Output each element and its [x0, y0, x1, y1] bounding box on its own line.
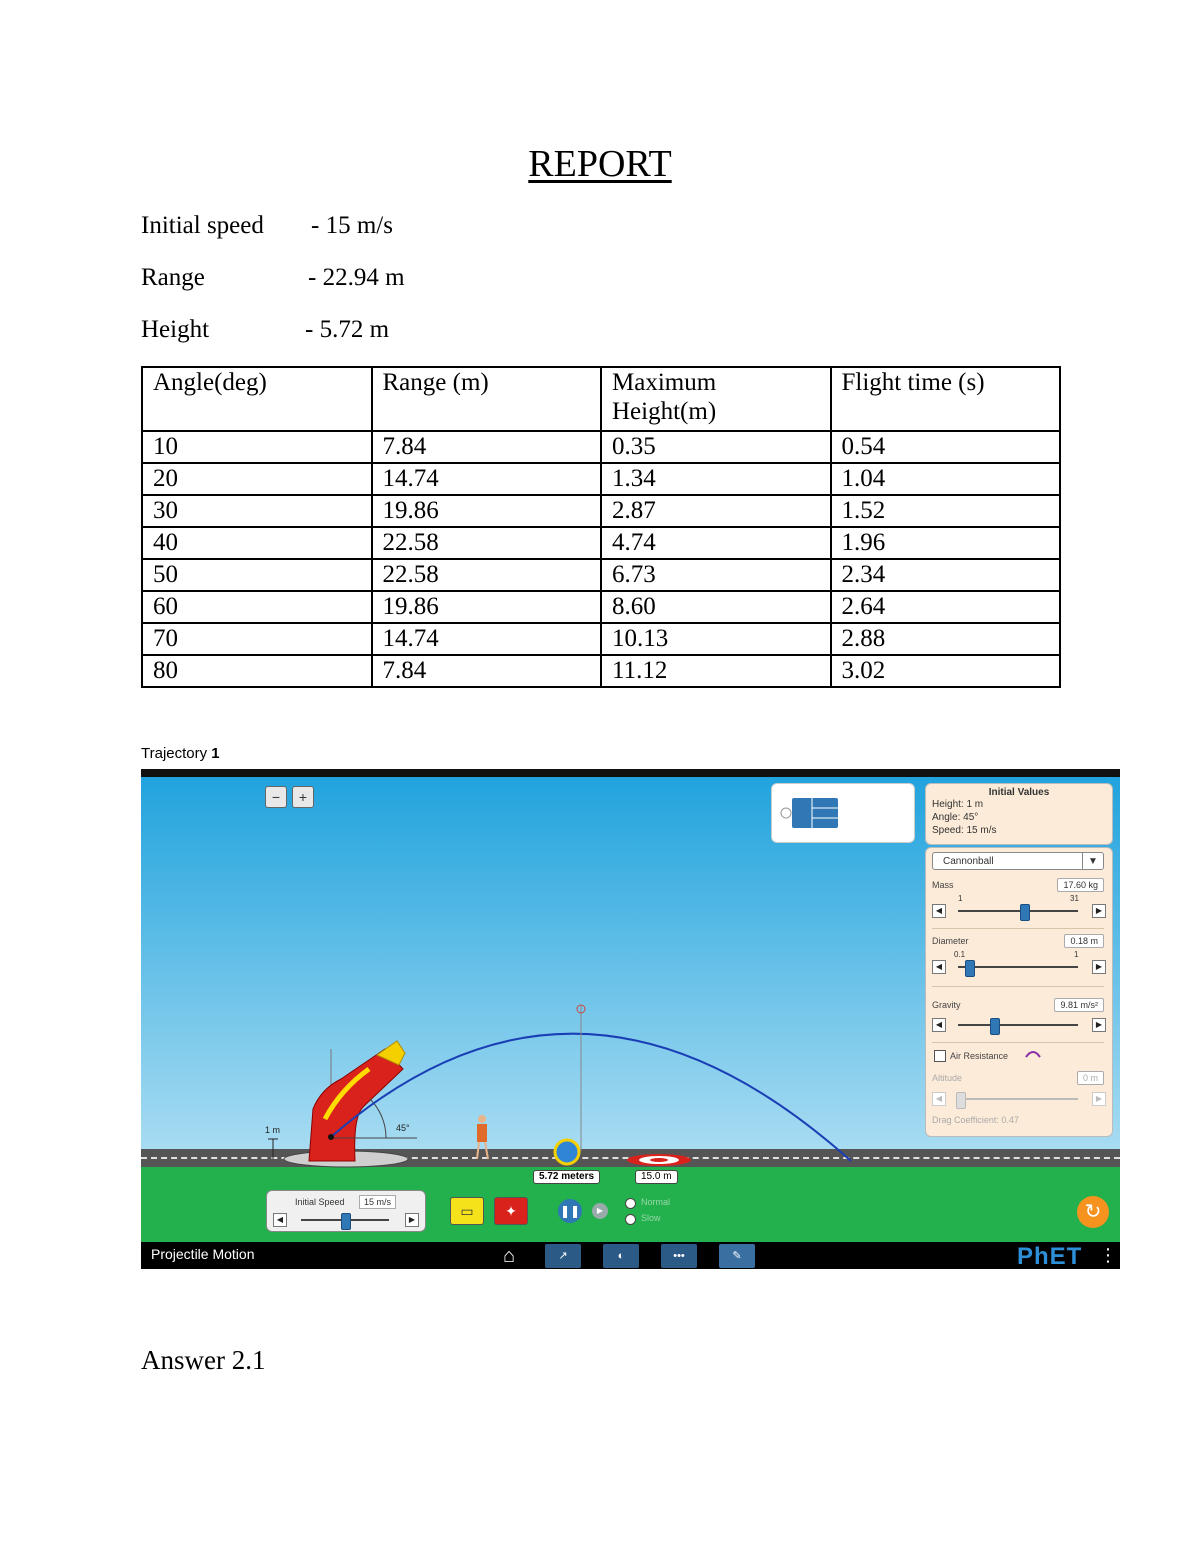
initial-speed-value: 15 m/s — [359, 1195, 396, 1209]
info-height: Height - 5.72 m — [141, 316, 390, 343]
altitude-slider[interactable] — [958, 1098, 1078, 1100]
eraser-button[interactable]: ▭ — [450, 1197, 484, 1225]
gravity-label: Gravity — [932, 1000, 961, 1010]
altitude-value: 0 m — [1077, 1071, 1104, 1085]
normal-speed-radio[interactable] — [625, 1198, 636, 1209]
diameter-value: 0.18 m — [1064, 934, 1104, 948]
speed-slider-thumb[interactable] — [341, 1213, 351, 1230]
fire-button[interactable]: ✦ — [494, 1197, 528, 1225]
table-cell: 40 — [142, 527, 372, 559]
divider — [932, 928, 1104, 929]
initial-height: Height: 1 m — [932, 799, 984, 810]
projectile-properties-panel — [925, 847, 1113, 1137]
tape-measure — [555, 1140, 579, 1164]
mass-label: Mass — [932, 880, 954, 890]
mass-slider-thumb[interactable] — [1020, 904, 1030, 921]
table-cell: 8.60 — [601, 591, 831, 623]
gravity-slider-thumb[interactable] — [990, 1018, 1000, 1035]
projectile-select[interactable]: Cannonball ▼ — [932, 852, 1104, 870]
table-cell: 2.88 — [831, 623, 1061, 655]
header-range: Range (m) — [372, 367, 602, 431]
mass-slider[interactable] — [958, 910, 1078, 912]
gravity-decrease-button[interactable]: ◀ — [932, 1018, 946, 1032]
mass-decrease-button[interactable]: ◀ — [932, 904, 946, 918]
diameter-slider-thumb[interactable] — [965, 960, 975, 977]
slow-speed-label: Slow — [641, 1213, 661, 1223]
table-cell: 1.34 — [601, 463, 831, 495]
diameter-slider[interactable] — [958, 966, 1078, 968]
speed-decrease-button[interactable]: ◀ — [273, 1213, 287, 1227]
table-cell: 1.96 — [831, 527, 1061, 559]
initial-speed: Speed: 15 m/s — [932, 825, 997, 836]
table-cell: 20 — [142, 463, 372, 495]
table-cell: 7.84 — [372, 655, 602, 687]
divider — [932, 1042, 1104, 1043]
app-title: Projectile Motion — [151, 1246, 255, 1262]
chevron-down-icon: ▼ — [1082, 853, 1103, 869]
air-resistance-checkbox[interactable] — [934, 1050, 946, 1062]
gravity-slider[interactable] — [958, 1024, 1078, 1026]
info-initial-speed: Initial speed - 15 m/s — [141, 212, 393, 239]
slow-speed-radio[interactable] — [625, 1214, 636, 1225]
table-cell: 1.04 — [831, 463, 1061, 495]
table-row — [142, 591, 1060, 623]
drag-screen-icon[interactable]: ••• — [661, 1244, 697, 1268]
altitude-label: Altitude — [932, 1073, 963, 1083]
table-cell: 22.58 — [372, 559, 602, 591]
altitude-decrease-button[interactable]: ◀ — [932, 1092, 946, 1106]
table-cell: 6.73 — [601, 559, 831, 591]
table-cell: 14.74 — [372, 463, 602, 495]
table-cell: 10.13 — [601, 623, 831, 655]
initial-values-panel — [925, 783, 1113, 845]
table-cell: 0.54 — [831, 431, 1061, 463]
menu-icon[interactable]: ⋮ — [1099, 1245, 1117, 1265]
cannon-body — [309, 1049, 403, 1161]
table-cell: 14.74 — [372, 623, 602, 655]
mass-max: 31 — [1070, 894, 1079, 903]
table-cell: 1.52 — [831, 495, 1061, 527]
initial-angle: Angle: 45° — [932, 812, 979, 823]
table-cell: 80 — [142, 655, 372, 687]
intro-screen-icon[interactable]: ↗ — [545, 1244, 581, 1268]
header-angle: Angle(deg) — [142, 367, 372, 431]
mass-min: 1 — [958, 894, 963, 903]
normal-speed-label: Normal — [641, 1197, 671, 1207]
initial-speed-control — [266, 1190, 426, 1232]
air-resistance-label: Air Resistance — [950, 1051, 1009, 1061]
report-title: REPORT — [528, 143, 672, 185]
table-cell: 60 — [142, 591, 372, 623]
header-flight-time: Flight time (s) — [831, 367, 1061, 431]
gravity-increase-button[interactable]: ▶ — [1092, 1018, 1106, 1032]
speed-increase-button[interactable]: ▶ — [405, 1213, 419, 1227]
table-cell: 30 — [142, 495, 372, 527]
table-cell: 4.74 — [601, 527, 831, 559]
launch-point — [328, 1134, 334, 1140]
table-row — [142, 527, 1060, 559]
table-cell: 19.86 — [372, 495, 602, 527]
table-cell: 22.58 — [372, 527, 602, 559]
air-resistance-icon — [1024, 1049, 1042, 1059]
table-row — [142, 495, 1060, 527]
table-row — [142, 431, 1060, 463]
table-cell: 50 — [142, 559, 372, 591]
zoom-out-button[interactable]: − — [265, 786, 287, 808]
table-cell: 0.35 — [601, 431, 831, 463]
home-icon[interactable]: ⌂ — [503, 1245, 516, 1267]
gravity-value: 9.81 m/s² — [1054, 998, 1104, 1012]
table-cell: 2.87 — [601, 495, 831, 527]
drag-coefficient-label: Drag Coefficient: 0.47 — [932, 1115, 1019, 1125]
zoom-in-button[interactable]: + — [292, 786, 314, 808]
table-cell: 10 — [142, 431, 372, 463]
step-button[interactable]: ▶ — [592, 1203, 608, 1219]
altitude-slider-thumb[interactable] — [956, 1092, 966, 1109]
figure-caption: Trajectory 1 — [141, 745, 220, 762]
trajectory-path — [331, 1034, 851, 1161]
diameter-min: 0.1 — [954, 950, 966, 959]
cannon-angle-label: 45° — [396, 1123, 410, 1133]
table-cell: 19.86 — [372, 591, 602, 623]
table-cell: 70 — [142, 623, 372, 655]
table-row — [142, 623, 1060, 655]
cannon-height-label: 1 m — [265, 1125, 281, 1135]
person-body — [477, 1124, 487, 1142]
table-row — [142, 463, 1060, 495]
altitude-increase-button[interactable]: ▶ — [1092, 1092, 1106, 1106]
simulation-screenshot — [141, 769, 1120, 1269]
initial-speed-label: Initial Speed — [295, 1197, 345, 1207]
divider — [932, 986, 1104, 987]
header-max-height: Maximum Height(m) — [601, 367, 831, 431]
person-head — [478, 1115, 486, 1123]
height-measure-label: 5.72 meters — [533, 1170, 600, 1184]
info-range: Range - 22.94 m — [141, 264, 405, 291]
table-cell: 2.34 — [831, 559, 1061, 591]
pause-button[interactable]: ❚❚ — [558, 1199, 582, 1223]
target-center — [650, 1158, 668, 1162]
vectors-screen-icon[interactable]: ◐ — [603, 1244, 639, 1268]
results-table — [141, 366, 1061, 688]
reset-button[interactable]: ↻ — [1077, 1196, 1109, 1228]
target-distance-label: 15.0 m — [635, 1170, 678, 1184]
person-leg-right — [485, 1142, 488, 1159]
table-header-row — [142, 367, 1060, 431]
person-leg-left — [477, 1142, 479, 1159]
diameter-max: 1 — [1074, 950, 1079, 959]
data-probe-box[interactable] — [771, 783, 915, 843]
table-cell: 3.02 — [831, 655, 1061, 687]
probe-icon — [772, 784, 914, 842]
diameter-increase-button[interactable]: ▶ — [1092, 960, 1106, 974]
table-cell: 2.64 — [831, 591, 1061, 623]
diameter-decrease-button[interactable]: ◀ — [932, 960, 946, 974]
mass-increase-button[interactable]: ▶ — [1092, 904, 1106, 918]
table-cell: 7.84 — [372, 431, 602, 463]
phet-logo: PhET — [1017, 1243, 1083, 1269]
lab-screen-icon[interactable]: ✎ — [719, 1244, 755, 1268]
initial-values-header: Initial Values — [988, 787, 1050, 798]
table-row — [142, 559, 1060, 591]
table-cell: 11.12 — [601, 655, 831, 687]
table-row — [142, 655, 1060, 687]
diameter-label: Diameter — [932, 936, 969, 946]
mass-value: 17.60 kg — [1057, 878, 1104, 892]
answer-heading: Answer 2.1 — [141, 1345, 266, 1375]
